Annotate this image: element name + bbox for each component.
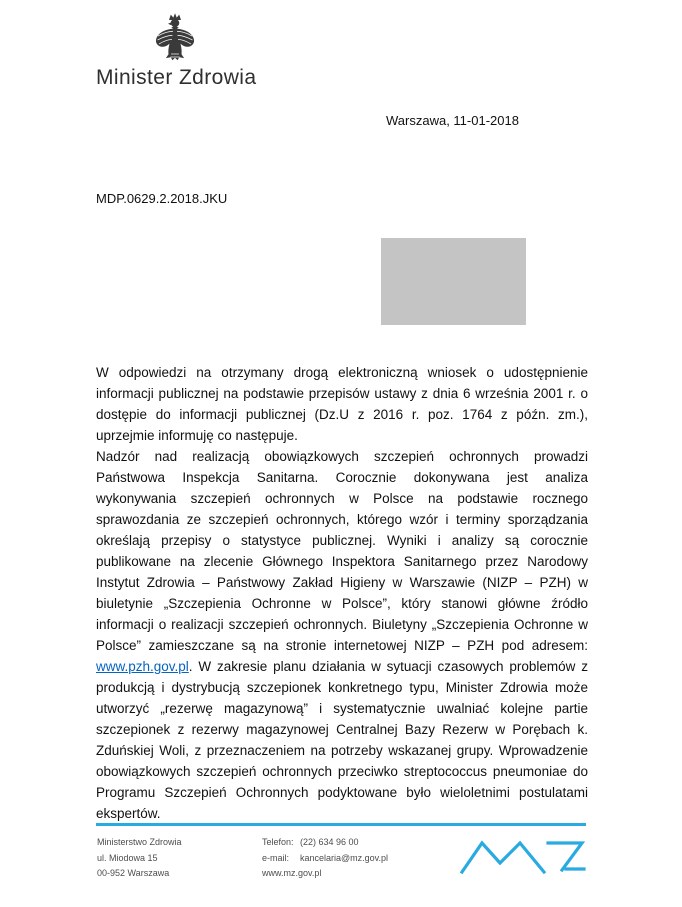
- footer-address-city: 00-952 Warszawa: [97, 868, 170, 878]
- footer-phone-label: Telefon:: [262, 837, 294, 847]
- footer-email-label: e-mail:: [262, 852, 290, 863]
- footer-address-name: Ministerstwo Zdrowia: [97, 837, 182, 847]
- footer-address-street: ul. Miodowa 15: [97, 852, 158, 863]
- footer-website-row: [262, 866, 388, 882]
- footer-address: [97, 835, 182, 882]
- paragraph-intro: W odpowiedzi na otrzymany drogą elektroniczną wniosek o udostępnienie informacji publicznej na podstawie przepisów ustawy z dnia 6 września 2001 r. o dostępie do informacji publicznej (Dz.U z 2016 r. poz. 1764 z późn. zm.), uprzejmie informuję co następuje.: [96, 365, 588, 443]
- letter-body: [96, 362, 588, 824]
- reference-number: MDP.0629.2.2018.JKU: [96, 191, 228, 206]
- footer-divider: [96, 823, 586, 826]
- footer-phone-value: (22) 634 96 00: [300, 837, 359, 847]
- footer-email-value: kancelaria@mz.gov.pl: [300, 852, 389, 863]
- mz-zigzag-logo-icon: [460, 840, 586, 874]
- ministry-title: Minister Zdrowia: [96, 66, 257, 89]
- redacted-recipient-block: [381, 238, 526, 325]
- pzh-website-link[interactable]: www.pzh.gov.pl: [96, 659, 189, 674]
- footer-contact: [262, 835, 388, 882]
- footer-website-value: www.mz.gov.pl: [262, 868, 322, 878]
- paragraph-main: [96, 446, 588, 824]
- footer-phone-row: [262, 835, 388, 851]
- paragraph-text-before-link: Nadzór nad realizacją obowiązkowych szczepień ochronnych prowadzi Państwowa Inspekcja Sanitarna. Corocznie dokonywana jest analiza wykonywania szczepień ochronnych w Polsce na podstawie rocznego sprawozdania ze szczepień ochronnych, którego wzór i terminy sporządzania określają przepisy o statystyce publicznej. Wyniki i analizy są corocznie publikowane na zlecenie Głównego Inspektora Sanitarnego przez Narodowy Instytut Zdrowia – Państwowy Zakład Higieny w Warszawie (NIZP – PZH) w biuletynie „Szczepienia Ochronne w Polsce”, który stanowi główne źródło informacji o realizacji szczepień ochronnych. Biuletyny „Szczepienia Ochronne w Polsce” zamieszczane są na stronie internetowej NIZP – PZH pod adresem:: [96, 449, 588, 653]
- footer-email-row: [262, 851, 388, 867]
- date-line: Warszawa, 11-01-2018: [386, 113, 519, 128]
- paragraph-text-after-link: . W zakresie planu działania w sytuacji czasowych problemów z produkcją i dystrybucją szczepionek konkretnego typu, Minister Zdrowia może utworzyć „rezerwę magazynową” i systematycznie uwalniać kolejne partie szczepionek z rezerwy magazynowej Centralnej Bazy Rezerw w Porębach k. Zduńskiej Woli, z przeznaczeniem na potrzeby wskazanej grupy. Wprowadzenie obowiązkowych szczepień ochronnych przeciwko streptococcus pneumoniae do Programu Szczepień Ochronnych podyktowane było wieloletnimi postulatami ekspertów.: [96, 659, 588, 821]
- polish-eagle-emblem-icon: [154, 12, 196, 64]
